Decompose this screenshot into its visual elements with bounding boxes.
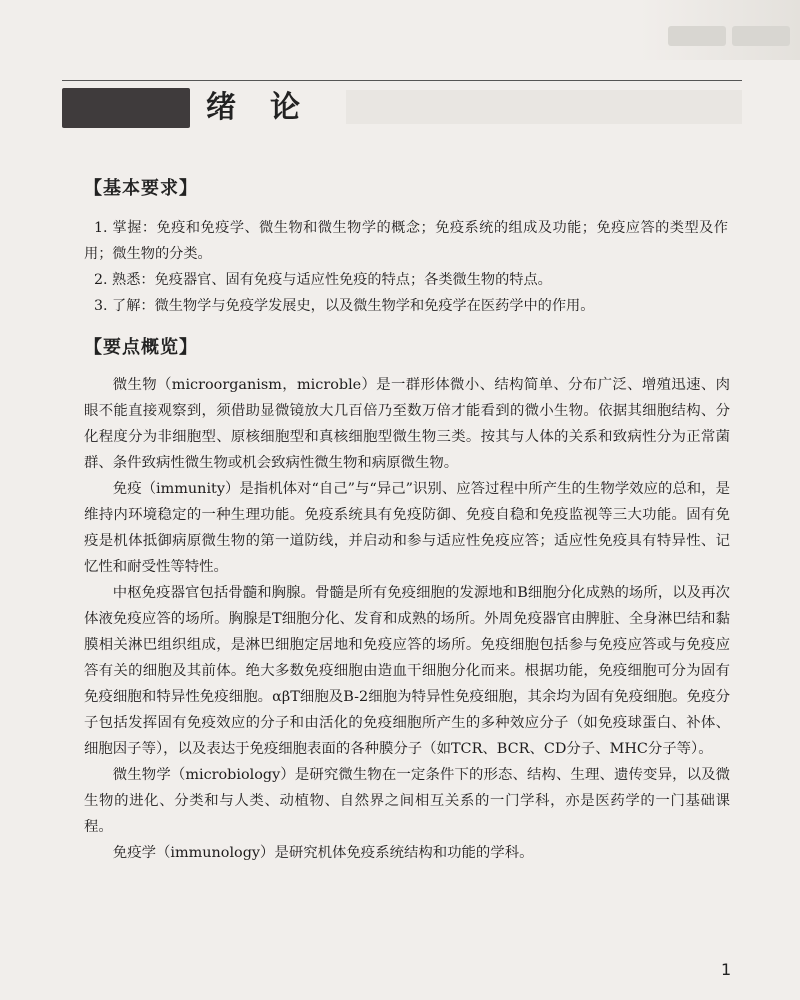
- page-tabs: [662, 26, 790, 50]
- heading-bracket-open: 【: [84, 178, 103, 199]
- body-paragraph: 免疫学（immunology）是研究机体免疫系统结构和功能的学科。: [112, 845, 534, 861]
- requirement-item: 1. 掌握：免疫和免疫学、微生物和微生物学的概念；免疫系统的组成及功能；免疫应答的类型及作用；微生物的分类。: [84, 220, 728, 262]
- basic-requirements-title: 基本要求: [103, 178, 179, 199]
- heading-bracket-open: 【: [84, 337, 103, 358]
- body-paragraph: 免疫（immunity）是指机体对“自己”与“异己”识别、应答过程中所产生的生物学效应的总和，是维持内环境稳定的一种生理功能。免疫系统具有免疫防御、免疫自稳和免疫监视等三大功能。固有免疫是机体抵御病原微生物的第一道防线，并启动和参与适应性免疫应答；适应性免疫具有特异性、记忆性和耐受性等特性。: [84, 481, 730, 575]
- key-points-heading: [84, 333, 198, 359]
- bleed-through-bar: [346, 90, 742, 124]
- chapter-marker-box: [62, 88, 190, 128]
- body-paragraph: 中枢免疫器官包括骨髓和胸腺。骨髓是所有免疫细胞的发源地和B细胞分化成熟的场所，以及再次体液免疫应答的场所。胸腺是T细胞分化、发育和成熟的场所。外周免疫器官由脾脏、全身淋巴结和黏膜相关淋巴组织组成，是淋巴细胞定居地和免疫应答的场所。免疫细胞包括参与免疫应答或与免疫应答有关的细胞及其前体。绝大多数免疫细胞由造血干细胞分化而来。根据功能，免疫细胞可分为固有免疫细胞和特异性免疫细胞。αβT细胞及B-2细胞为特异性免疫细胞，其余均为固有免疫细胞。免疫分子包括发挥固有免疫效应的分子和由活化的免疫细胞所产生的多种效应分子（如免疫球蛋白、补体、细胞因子等），以及表达于免疫细胞表面的各种膜分子（如TCR、BCR、CD分子、MHC分子等）。: [84, 585, 730, 757]
- body-paragraph: 微生物学（microbiology）是研究微生物在一定条件下的形态、结构、生理、遗传变异，以及微生物的进化、分类和与人类、动植物、自然界之间相互关系的一门学科，亦是医药学的一门基础课程。: [84, 767, 730, 835]
- page-tab-mark: [732, 26, 790, 46]
- basic-requirements-heading: [84, 174, 198, 200]
- key-points-body: [84, 372, 730, 866]
- key-points-title: 要点概览: [103, 337, 179, 358]
- page-number: 1: [721, 960, 732, 979]
- body-paragraph: 微生物（microorganism，microble）是一群形体微小、结构简单、分布广泛、增殖迅速、肉眼不能直接观察到，须借助显微镜放大几百倍乃至数万倍才能看到的微小生物。依据其细胞结构、分化程度分为非细胞型、原核细胞型和真核细胞型微生物三类。按其与人体的关系和致病性分为正常菌群、条件致病性微生物或机会致病性微生物和病原微生物。: [84, 377, 730, 471]
- requirement-item: 2. 熟悉：免疫器官、固有免疫与适应性免疫的特点；各类微生物的特点。: [94, 272, 552, 288]
- basic-requirements-list: [84, 215, 728, 319]
- header-rule: [62, 80, 742, 81]
- heading-bracket-close: 】: [179, 337, 198, 358]
- heading-bracket-close: 】: [179, 178, 198, 199]
- page-tab-mark: [668, 26, 726, 46]
- requirement-item: 3. 了解：微生物学与免疫学发展史，以及微生物学和免疫学在医药学中的作用。: [94, 298, 595, 314]
- chapter-title: 绪论: [206, 90, 334, 125]
